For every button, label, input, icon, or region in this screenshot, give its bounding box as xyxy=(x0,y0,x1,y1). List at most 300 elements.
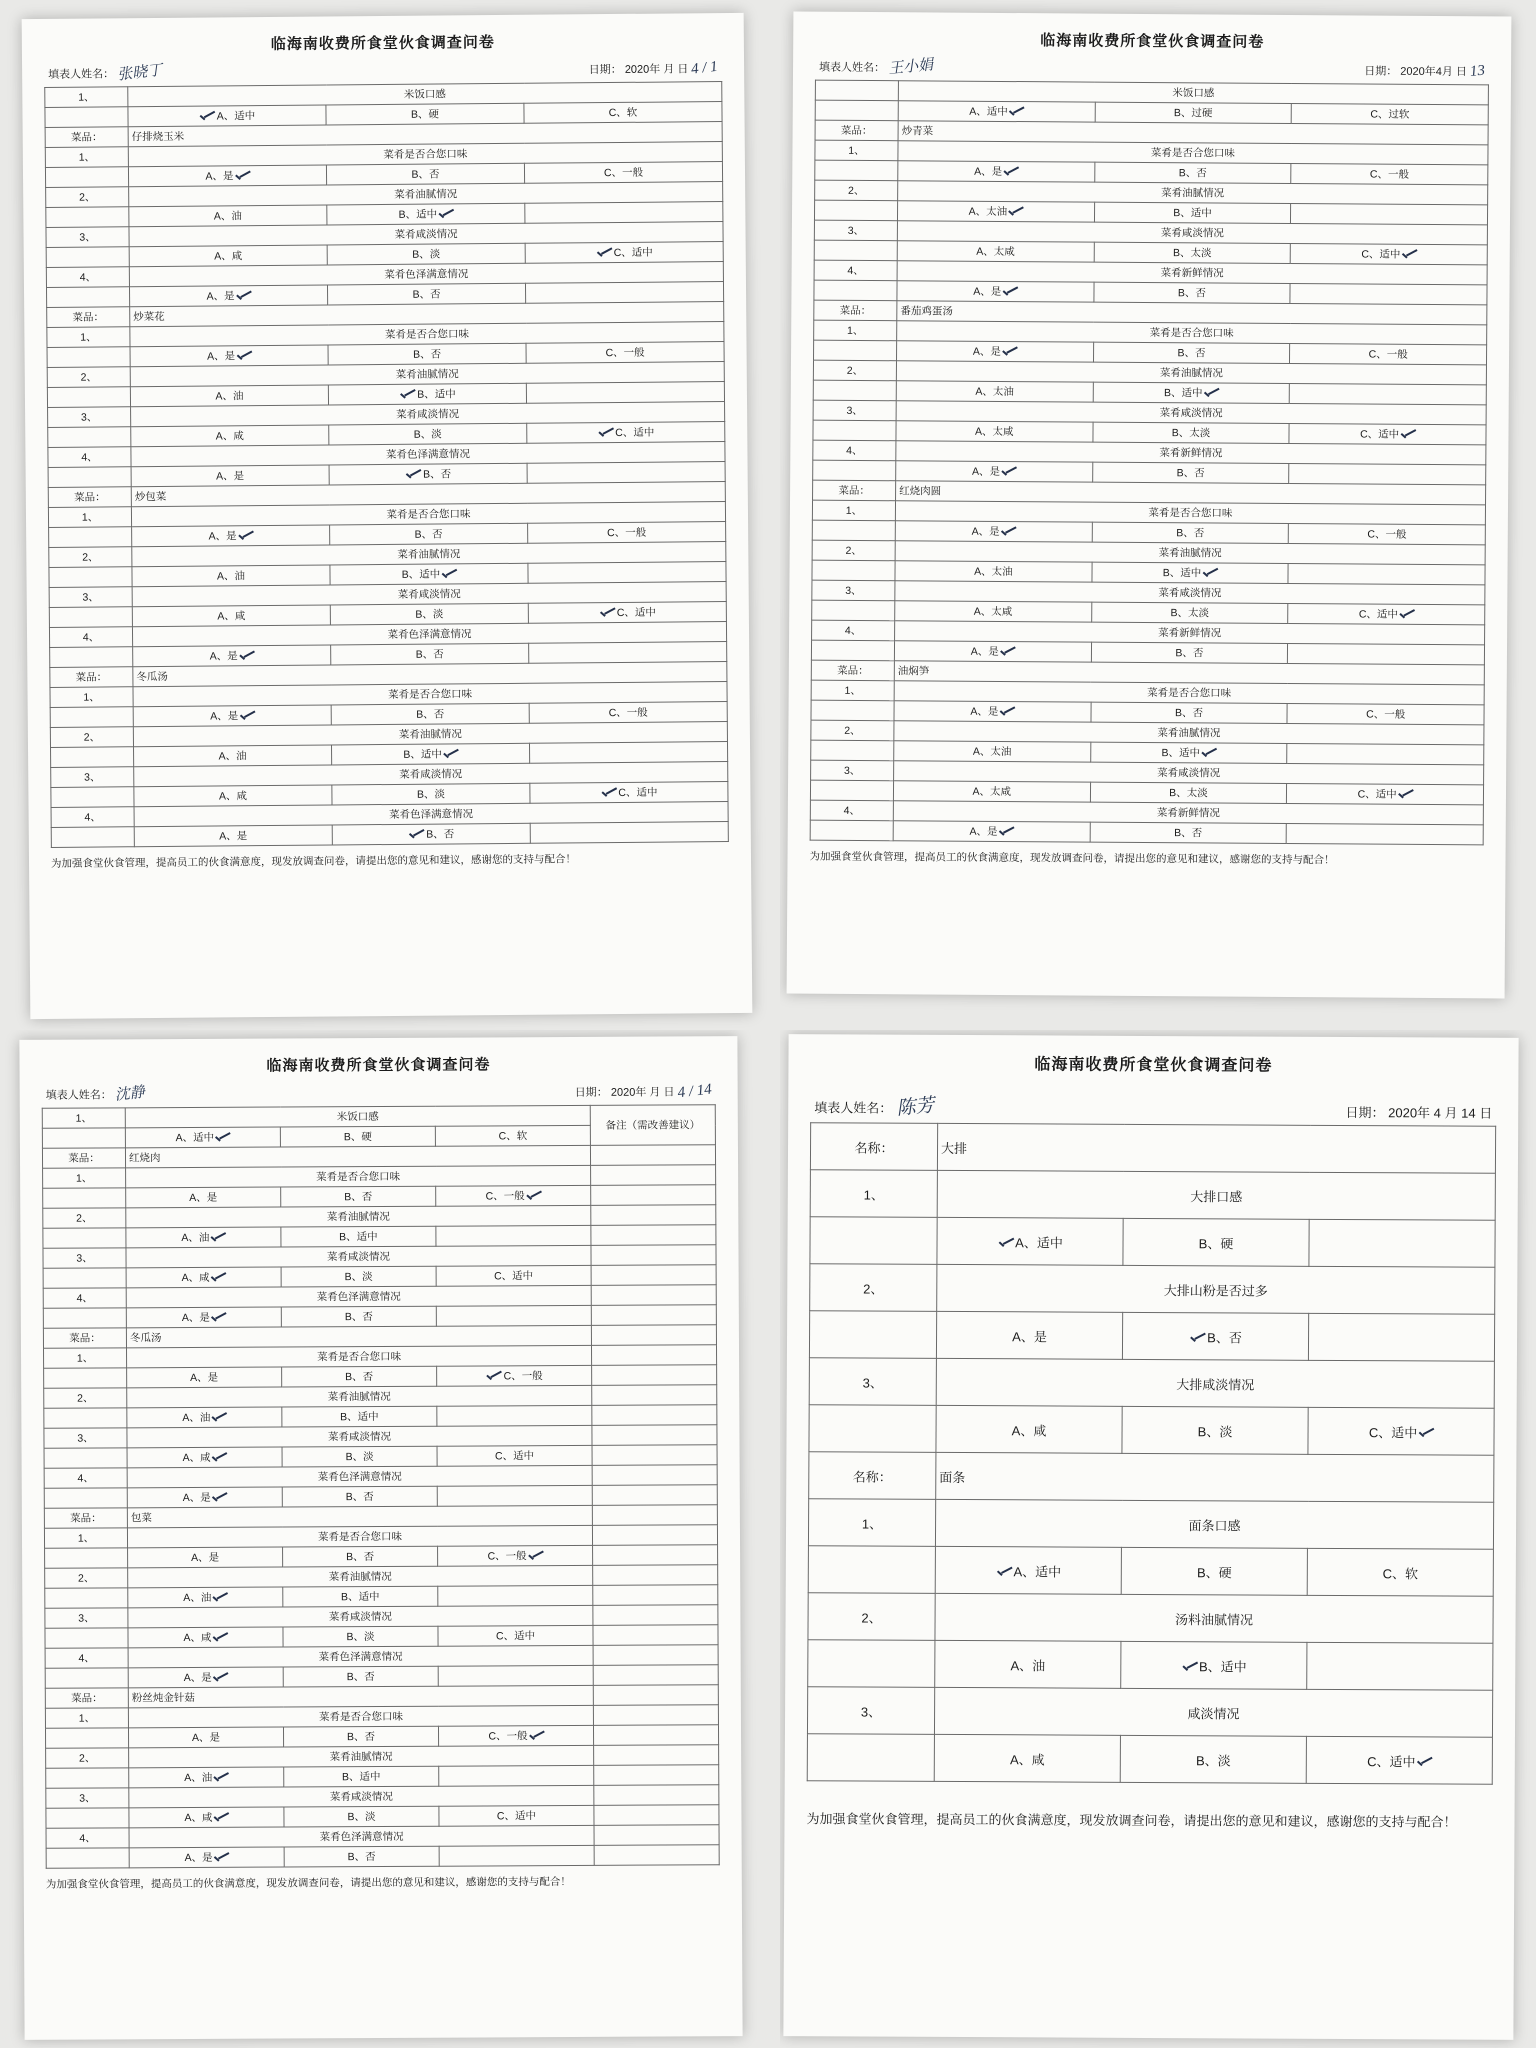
check-mark-icon xyxy=(1397,790,1413,800)
option-cell[interactable]: B、否 xyxy=(283,1666,438,1687)
option-cell[interactable]: A、咸 xyxy=(127,1447,282,1468)
check-mark-icon xyxy=(1200,749,1216,759)
option-cell[interactable]: A、是 xyxy=(936,1311,1122,1359)
name-field xyxy=(819,55,993,77)
option-cell[interactable]: B、适中 xyxy=(327,203,525,225)
option-cell[interactable]: A、咸 xyxy=(129,1807,284,1828)
option-cell[interactable]: B、否 xyxy=(330,523,528,545)
table-row: 2、 大排山粉是否过多 xyxy=(810,1264,1495,1315)
dish-name: 包菜 xyxy=(127,1505,592,1527)
option-cell[interactable]: B、否 xyxy=(329,463,527,485)
table-row: 3、 菜肴咸淡情况 xyxy=(46,222,723,248)
option-cell[interactable]: B、淡 xyxy=(330,603,528,625)
option-cell[interactable]: A、是 xyxy=(132,525,330,547)
table-row: 菜品： 包菜 xyxy=(44,1505,717,1529)
option-cell[interactable]: A、是 xyxy=(131,465,329,487)
option-cell[interactable]: A、是 xyxy=(126,1187,281,1208)
option-cell[interactable]: A、太咸 xyxy=(893,781,1090,802)
table-row: 1、 菜肴是否合您口味 xyxy=(814,320,1487,345)
table-row xyxy=(807,1734,1492,1785)
option-cell[interactable]: A、太油 xyxy=(894,741,1091,762)
option-cell[interactable]: A、太油 xyxy=(896,381,1093,402)
check-mark-icon xyxy=(209,1233,225,1243)
option-cell[interactable]: C、软 xyxy=(524,102,722,124)
option-cell[interactable] xyxy=(1309,1219,1495,1267)
option-cell[interactable]: C、适中 xyxy=(527,422,725,444)
table-row: 4、 菜肴色泽满意情况 xyxy=(44,1465,717,1489)
option-cell[interactable]: B、淡 xyxy=(282,1446,437,1467)
table-row: 1、 菜肴是否合您口味 xyxy=(811,680,1484,705)
page-title: 临海南收费所食堂伙食调查问卷 xyxy=(1040,32,1265,51)
option-cell[interactable]: C、过软 xyxy=(1291,103,1488,124)
table-row: 4、 菜肴新鲜情况 xyxy=(810,800,1483,825)
footer-note: 为加强食堂伙食管理，提高员工的伙食满意度，现发放调查问卷，请提出您的意见和建议，感谢您的支持与配合！ xyxy=(809,850,1335,867)
name-handwriting: 王小娟 xyxy=(887,57,934,78)
check-mark-icon xyxy=(1001,347,1017,357)
check-mark-icon xyxy=(1189,1333,1205,1343)
survey-table-3 xyxy=(42,1104,720,1869)
check-mark-icon xyxy=(1008,107,1024,117)
check-mark-icon xyxy=(597,428,613,438)
option-cell[interactable]: B、否 xyxy=(1092,462,1289,483)
table-row: 2、 菜肴油腻情况 xyxy=(43,1205,716,1229)
option-cell[interactable]: C、一般 xyxy=(436,1185,591,1206)
paper-sheet-2 xyxy=(787,12,1512,999)
option-cell[interactable]: A、是 xyxy=(894,701,1091,722)
option-cell[interactable]: B、否 xyxy=(1122,1312,1308,1360)
option-cell[interactable]: B、否 xyxy=(1092,522,1289,543)
date-handwriting: 13 xyxy=(1469,62,1486,80)
date-text: 2020年 4 月 14 日 xyxy=(1388,1105,1493,1121)
option-cell[interactable]: C、适中 xyxy=(1308,1407,1494,1455)
option-cell[interactable]: A、油 xyxy=(132,565,330,587)
dish-name: 红烧肉 xyxy=(125,1145,590,1167)
table-row: 2、 菜肴油腻情况 xyxy=(46,1745,719,1769)
check-mark-icon xyxy=(210,1313,226,1323)
question-text: 咸淡情况 xyxy=(934,1687,1492,1737)
option-cell[interactable]: B、硬 xyxy=(280,1126,435,1147)
option-cell[interactable]: B、否 xyxy=(283,1546,438,1567)
questionnaire-2 xyxy=(787,12,1512,999)
check-mark-icon xyxy=(237,531,253,541)
option-cell[interactable]: A、咸 xyxy=(132,605,330,627)
option-cell[interactable]: A、咸 xyxy=(131,425,329,447)
option-cell[interactable]: B、否 xyxy=(331,703,529,725)
dish-name: 炒青菜 xyxy=(898,121,1488,145)
option-cell[interactable]: A、是 xyxy=(128,1727,283,1748)
option-cell[interactable]: B、否 xyxy=(281,1186,436,1207)
survey-table-2 xyxy=(810,80,1489,846)
option-cell[interactable]: B、适中 xyxy=(1092,562,1289,583)
option-cell[interactable]: C、适中 xyxy=(528,602,726,624)
form-cell-3 xyxy=(0,1030,780,2048)
option-cell[interactable]: C、一般 xyxy=(438,1725,593,1746)
option-cell[interactable]: B、太淡 xyxy=(1090,782,1287,803)
option-cell[interactable]: B、否 xyxy=(326,163,524,185)
check-mark-icon xyxy=(1201,569,1217,579)
date-label: 日期： xyxy=(1364,65,1398,78)
remark-cell[interactable] xyxy=(590,1145,715,1166)
check-mark-icon xyxy=(998,707,1014,717)
table-row: 4、 菜肴色泽满意情况 xyxy=(48,442,725,468)
option-cell[interactable] xyxy=(525,202,723,224)
option-cell[interactable]: A、适中 xyxy=(937,1217,1123,1265)
option-cell[interactable]: A、是 xyxy=(128,1547,283,1568)
option-cell[interactable]: C、适中 xyxy=(1289,423,1486,444)
option-cell[interactable]: B、否 xyxy=(1091,702,1288,723)
table-row: 2、 菜肴油腻情况 xyxy=(815,180,1488,205)
option-cell[interactable]: A、是 xyxy=(127,1367,282,1388)
option-cell[interactable]: A、是 xyxy=(134,825,332,847)
check-mark-icon xyxy=(211,1493,227,1503)
option-cell[interactable]: A、油 xyxy=(128,1587,283,1608)
option-cell[interactable]: B、适中 xyxy=(1093,382,1290,403)
option-cell[interactable]: B、淡 xyxy=(327,243,525,265)
date-text: 2020年 月 日 xyxy=(624,63,689,76)
check-mark-icon xyxy=(238,711,254,721)
dish-name: 仔排烧玉米 xyxy=(128,122,722,147)
table-row xyxy=(809,1452,1494,1503)
check-mark-icon xyxy=(1400,250,1416,260)
dish-name: 红烧肉圆 xyxy=(896,481,1486,505)
option-cell[interactable]: B、否 xyxy=(282,1366,437,1387)
table-row: 2、 菜肴油腻情况 xyxy=(49,542,726,568)
check-mark-icon xyxy=(437,210,453,220)
option-cell[interactable]: A、咸 xyxy=(936,1405,1122,1453)
table-row: 3、 菜肴咸淡情况 xyxy=(51,762,728,788)
question-text: 米饭口感 xyxy=(898,81,1488,105)
option-cell[interactable]: A、适中 xyxy=(125,1127,280,1148)
check-mark-icon xyxy=(210,1413,226,1423)
table-row: 1、 菜肴是否合您口味 xyxy=(43,1165,716,1189)
option-cell[interactable]: C、适中 xyxy=(525,242,723,264)
option-cell[interactable]: B、适中 xyxy=(284,1766,439,1787)
table-row: 菜品： 粉丝炖金针菇 xyxy=(45,1685,718,1709)
table-row xyxy=(808,1640,1493,1691)
option-cell[interactable]: B、淡 xyxy=(281,1266,436,1287)
dish-label: 菜品： xyxy=(42,1148,125,1168)
table-row: 1、 面条口感 xyxy=(808,1499,1493,1550)
option-cell[interactable]: A、咸 xyxy=(129,245,327,267)
option-cell[interactable]: C、一般 xyxy=(528,522,726,544)
check-mark-icon xyxy=(199,112,215,122)
check-mark-icon xyxy=(1398,610,1414,620)
option-cell[interactable]: A、咸 xyxy=(126,1267,281,1288)
table-row: 1、 菜肴是否合您口味 xyxy=(815,140,1488,165)
meta-row xyxy=(46,1079,712,1103)
option-cell[interactable]: A、是 xyxy=(128,1667,283,1688)
check-mark-icon xyxy=(235,351,251,361)
option-cell[interactable]: A、适中 xyxy=(128,105,326,127)
table-row: 1、 菜肴是否合您口味 xyxy=(48,502,725,528)
table-row: 2、 菜肴油腻情况 xyxy=(811,720,1484,745)
option-cell[interactable]: B、适中 xyxy=(1121,1641,1307,1689)
option-cell[interactable]: A、是 xyxy=(895,521,1092,542)
check-mark-icon xyxy=(1000,467,1016,477)
check-mark-icon xyxy=(440,570,456,580)
name-field xyxy=(48,60,222,83)
option-cell[interactable]: B、适中 xyxy=(1090,742,1287,763)
option-cell[interactable]: C、一般 xyxy=(529,702,727,724)
option-cell[interactable]: C、适中 xyxy=(439,1805,594,1826)
option-cell[interactable]: A、是 xyxy=(897,281,1094,302)
option-cell[interactable]: A、是 xyxy=(129,285,327,307)
table-row: 4、 菜肴色泽满意情况 xyxy=(51,802,728,828)
check-mark-icon xyxy=(997,1238,1013,1248)
option-cell[interactable]: C、适中 xyxy=(1306,1736,1492,1784)
check-mark-icon xyxy=(211,1633,227,1643)
option-cell[interactable]: B、硬 xyxy=(1123,1218,1309,1266)
option-cell[interactable]: B、适中 xyxy=(1094,202,1291,223)
option-cell[interactable]: C、一般 xyxy=(1291,163,1488,184)
date-field xyxy=(1345,1102,1492,1122)
option-cell[interactable]: A、油 xyxy=(130,385,328,407)
option-cell[interactable]: C、适中 xyxy=(438,1625,593,1646)
option-cell[interactable]: A、油 xyxy=(935,1640,1121,1688)
table-row: 3、 大排咸淡情况 xyxy=(809,1358,1494,1409)
survey-table-1 xyxy=(44,81,729,848)
option-cell[interactable]: C、一般 xyxy=(524,162,722,184)
option-cell[interactable]: B、否 xyxy=(327,283,525,305)
option-cell[interactable]: B、过硬 xyxy=(1095,102,1292,123)
check-mark-icon xyxy=(486,1372,502,1382)
dish-name: 粉丝炖金针菇 xyxy=(128,1685,593,1707)
option-cell[interactable]: B、太淡 xyxy=(1094,242,1291,263)
table-row: 2、 菜肴油腻情况 xyxy=(45,1565,718,1589)
option-cell[interactable]: A、太油 xyxy=(895,561,1092,582)
date-handwriting: 4 / 1 xyxy=(690,58,719,78)
table-row: 4、 菜肴新鲜情况 xyxy=(812,620,1485,645)
option-cell[interactable]: B、否 xyxy=(1093,342,1290,363)
check-mark-icon xyxy=(213,1853,229,1863)
table-row: 1、 菜肴是否合您口味 xyxy=(45,142,722,168)
date-label: 日期： xyxy=(588,63,622,77)
check-mark-icon xyxy=(1002,167,1018,177)
option-cell[interactable]: B、否 xyxy=(332,823,530,845)
option-cell[interactable]: A、咸 xyxy=(134,785,332,807)
row-index: 1、 xyxy=(45,87,128,108)
option-cell[interactable]: A、太咸 xyxy=(897,241,1094,262)
form-cell-2 xyxy=(780,0,1536,1030)
option-cell[interactable]: C、一般 xyxy=(526,342,724,364)
question-text: 面条口感 xyxy=(935,1499,1493,1549)
name-label: 填表人姓名： xyxy=(45,1089,112,1102)
option-cell[interactable]: B、否 xyxy=(283,1726,438,1747)
option-cell[interactable]: A、咸 xyxy=(128,1627,283,1648)
option-cell[interactable]: B、否 xyxy=(284,1846,439,1867)
option-cell[interactable]: B、否 xyxy=(331,643,529,665)
option-cell[interactable]: C、一般 xyxy=(1290,343,1487,364)
option-cell[interactable]: A、是 xyxy=(128,165,326,187)
option-cell[interactable]: B、太淡 xyxy=(1093,422,1290,443)
check-mark-icon xyxy=(211,1593,227,1603)
option-cell[interactable]: B、硬 xyxy=(1121,1547,1307,1595)
check-mark-icon xyxy=(212,1673,228,1683)
table-row: 3、 菜肴咸淡情况 xyxy=(814,220,1487,245)
remark-header: 备注（需改善建议） xyxy=(590,1105,715,1146)
page-title: 临海南收费所食堂伙食调查问卷 xyxy=(1034,1056,1273,1075)
option-cell[interactable]: A、太咸 xyxy=(895,601,1092,622)
item-label: 名称： xyxy=(810,1123,937,1171)
table-row: 菜品： 冬瓜汤 xyxy=(43,1325,716,1349)
dish-label: 菜品： xyxy=(815,120,898,141)
date-field xyxy=(575,1083,712,1101)
question-text: 大排山粉是否过多 xyxy=(937,1264,1495,1314)
item-name: 大排 xyxy=(937,1123,1495,1173)
check-mark-icon xyxy=(1202,389,1218,399)
option-cell[interactable]: C、适中 xyxy=(436,1265,591,1286)
option-cell[interactable]: C、一般 xyxy=(1289,523,1486,544)
option-cell[interactable]: A、是 xyxy=(133,645,331,667)
table-row: 1、 菜肴是否合您口味 xyxy=(47,322,724,348)
check-mark-icon xyxy=(1001,287,1017,297)
page-title: 临海南收费所食堂伙食调查问卷 xyxy=(266,1056,491,1075)
dish-name: 番茄鸡蛋汤 xyxy=(897,301,1487,325)
option-cell[interactable]: B、硬 xyxy=(326,103,524,125)
table-row: 1、 米饭口感 备注（需改善建议） xyxy=(42,1105,715,1129)
option-cell[interactable]: B、否 xyxy=(1094,162,1291,183)
option-cell[interactable]: B、淡 xyxy=(284,1806,439,1827)
table-row: 1、 菜肴是否合您口味 xyxy=(44,1525,717,1549)
option-cell[interactable]: A、是 xyxy=(893,821,1090,842)
table-row: 2、 菜肴油腻情况 xyxy=(813,360,1486,385)
option-cell[interactable]: B、否 xyxy=(282,1486,437,1507)
date-label: 日期： xyxy=(574,1086,608,1099)
table-row: 3、 菜肴咸淡情况 xyxy=(811,760,1484,785)
option-cell[interactable]: B、否 xyxy=(328,343,526,365)
table-row: 3、 菜肴咸淡情况 xyxy=(49,582,726,608)
table-row xyxy=(810,1217,1495,1268)
option-cell[interactable]: C、适中 xyxy=(530,782,728,804)
option-cell[interactable]: C、适中 xyxy=(1291,243,1488,264)
check-mark-icon xyxy=(1415,1757,1431,1767)
dish-name: 油焖笋 xyxy=(894,661,1484,685)
meta-row xyxy=(814,1091,1492,1122)
option-cell[interactable]: B、淡 xyxy=(1122,1406,1308,1454)
meta-row xyxy=(819,55,1485,81)
table-row: 1、 菜肴是否合您口味 xyxy=(812,500,1485,525)
check-mark-icon xyxy=(1181,1662,1197,1672)
option-cell[interactable]: C、适中 xyxy=(1288,603,1485,624)
table-row xyxy=(809,1311,1494,1362)
option-cell[interactable]: A、是 xyxy=(126,1307,281,1328)
footer-note: 为加强食堂伙食管理，提高员工的伙食满意度，现发放调查问卷，请提出您的意见和建议，感谢您的支持与配合！ xyxy=(45,1876,571,1891)
option-cell[interactable]: A、油 xyxy=(129,1767,284,1788)
table-row: 2、 菜肴油腻情况 xyxy=(47,362,724,388)
footer-note: 为加强食堂伙食管理，提高员工的伙食满意度，现发放调查问卷，请提出您的意见和建议，感谢您的支持与配合！ xyxy=(50,853,577,870)
option-cell[interactable]: A、是 xyxy=(127,1487,282,1508)
option-cell[interactable]: A、是 xyxy=(898,161,1095,182)
option-cell[interactable]: A、是 xyxy=(897,341,1094,362)
option-cell[interactable]: A、是 xyxy=(896,461,1093,482)
option-cell[interactable]: B、否 xyxy=(281,1306,436,1327)
option-cell[interactable]: B、淡 xyxy=(329,423,527,445)
table-row: 菜品： 炒菜花 xyxy=(47,302,724,328)
option-cell[interactable]: A、太油 xyxy=(897,201,1094,222)
dish-name: 炒菜花 xyxy=(130,302,724,327)
table-row: 菜品： 油焖笋 xyxy=(811,660,1484,685)
option-cell[interactable]: C、适中 xyxy=(437,1445,592,1466)
option-cell[interactable]: B、否 xyxy=(1090,822,1287,843)
option-cell[interactable]: C、一般 xyxy=(1287,703,1484,724)
option-cell[interactable]: A、是 xyxy=(133,705,331,727)
option-cell[interactable]: B、淡 xyxy=(1120,1735,1306,1783)
table-row: 3、 菜肴咸淡情况 xyxy=(48,402,725,428)
table-row xyxy=(46,1845,719,1869)
table-row: 2、 菜肴油腻情况 xyxy=(50,722,727,748)
check-mark-icon xyxy=(399,390,415,400)
option-cell[interactable]: A、是 xyxy=(129,1847,284,1868)
option-cell[interactable]: B、适中 xyxy=(331,743,529,765)
check-mark-icon xyxy=(998,827,1014,837)
check-mark-icon xyxy=(596,248,612,258)
option-cell[interactable]: B、适中 xyxy=(282,1406,437,1427)
option-cell[interactable] xyxy=(1308,1313,1494,1361)
date-text: 2020年 月 日 xyxy=(610,1086,675,1099)
option-cell[interactable]: B、淡 xyxy=(332,783,530,805)
option-cell[interactable]: C、一般 xyxy=(437,1365,592,1386)
option-cell[interactable]: B、适中 xyxy=(328,383,526,405)
option-cell[interactable]: A、油 xyxy=(127,1407,282,1428)
check-mark-icon xyxy=(1399,430,1415,440)
option-cell[interactable]: C、软 xyxy=(435,1125,590,1146)
table-row: 3、 菜肴咸淡情况 xyxy=(813,400,1486,425)
table-row: 2、 菜肴油腻情况 xyxy=(812,540,1485,565)
question-text: 大排口感 xyxy=(937,1170,1495,1220)
option-cell[interactable]: A、油 xyxy=(126,1227,281,1248)
check-mark-icon xyxy=(527,1551,543,1561)
option-cell[interactable]: B、太淡 xyxy=(1091,602,1288,623)
questionnaire-1 xyxy=(22,13,753,1019)
option-cell[interactable]: A、适中 xyxy=(935,1546,1121,1594)
option-cell[interactable]: A、太咸 xyxy=(896,421,1093,442)
paper-sheet-3 xyxy=(19,1036,742,2040)
option-cell[interactable]: A、是 xyxy=(130,345,328,367)
paper-sheet-1 xyxy=(22,13,753,1019)
option-cell[interactable]: B、否 xyxy=(1094,282,1291,303)
questionnaire-3 xyxy=(19,1036,742,2040)
check-mark-icon xyxy=(995,1567,1011,1577)
option-cell[interactable]: A、是 xyxy=(894,641,1091,662)
option-cell[interactable]: B、适中 xyxy=(330,563,528,585)
dish-name: 冬瓜汤 xyxy=(133,662,727,687)
table-row: 1、 大排口感 xyxy=(810,1170,1495,1221)
table-row: 2、 汤料油腻情况 xyxy=(808,1593,1493,1644)
option-cell[interactable]: C、适中 xyxy=(1287,783,1484,804)
option-cell[interactable]: A、油 xyxy=(134,745,332,767)
table-row: 4、 菜肴色泽满意情况 xyxy=(46,1825,719,1849)
table-row: 1、 菜肴是否合您口味 xyxy=(45,1705,718,1729)
option-cell[interactable]: B、否 xyxy=(1091,642,1288,663)
name-handwriting: 沈静 xyxy=(114,1084,146,1104)
date-field xyxy=(589,60,719,78)
questionnaire-4 xyxy=(783,1034,1518,2040)
option-cell[interactable] xyxy=(1307,1642,1493,1690)
option-cell[interactable]: B、淡 xyxy=(283,1626,438,1647)
option-cell[interactable]: C、软 xyxy=(1307,1548,1493,1596)
table-row: 4、 菜肴色泽满意情况 xyxy=(43,1285,716,1309)
option-cell[interactable]: A、适中 xyxy=(898,101,1095,122)
option-cell[interactable]: A、油 xyxy=(129,205,327,227)
option-cell[interactable]: B、适中 xyxy=(281,1226,436,1247)
option-cell[interactable]: B、适中 xyxy=(283,1586,438,1607)
table-row: 4、 菜肴色泽满意情况 xyxy=(49,622,726,648)
check-mark-icon xyxy=(212,1773,228,1783)
table-row xyxy=(808,1546,1493,1597)
check-mark-icon xyxy=(210,1273,226,1283)
option-cell[interactable]: C、一般 xyxy=(438,1545,593,1566)
option-cell[interactable]: A、咸 xyxy=(934,1734,1120,1782)
